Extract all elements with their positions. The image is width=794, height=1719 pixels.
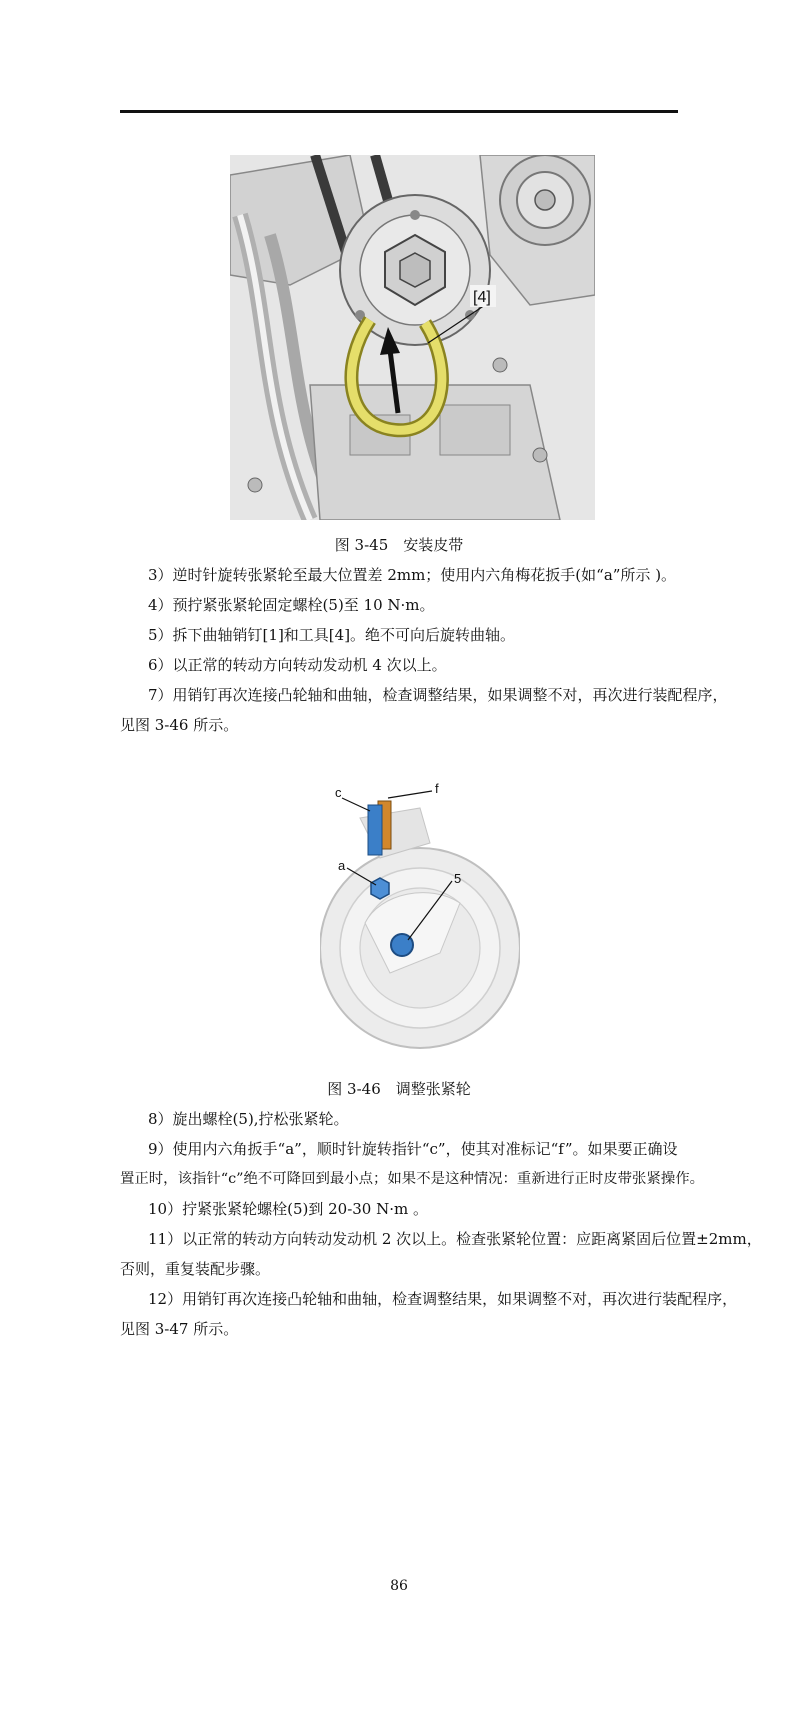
header-rule [120,110,678,113]
step-12-line2: 见图 3-47 所示。 [120,1320,239,1338]
label-f: f [435,781,439,796]
step-6: 6）以正常的转动方向转动发动机 4 次以上。 [148,656,447,674]
figure-3-46-image [320,773,520,1050]
step-10: 10）拧紧张紧轮螺栓(5)到 20-30 N·m 。 [148,1200,428,1218]
label-c: c [335,785,342,800]
steps-block-1 [120,560,728,740]
step-4: 4）预拧紧张紧轮固定螺栓(5)至 10 N·m。 [148,596,435,614]
step-5: 5）拆下曲轴销钉[1]和工具[4]。绝不可向后旋转曲轴。 [148,626,516,644]
step-9-line2: 置正时，该指针“c”绝不可降回到最小点；如果不是这种情况：重新进行正时皮带张紧操作。 [120,1171,705,1187]
figure-3-46-caption: 图 3-46 调整张紧轮 [327,1080,471,1098]
step-12-line1: 12）用销钉再次连接凸轮轴和曲轴，检查调整结果，如果调整不对，再次进行装配程序， [148,1290,738,1308]
step-7-line1: 7）用销钉再次连接凸轮轴和曲轴，检查调整结果，如果调整不对，再次进行装配程序， [148,686,728,704]
step-7-line2: 见图 3-46 所示。 [120,716,239,734]
steps-block-2 [120,1104,762,1344]
step-9-line1: 9）使用内六角扳手“a”，顺时针旋转指针“c”，使其对准标记“f”。如果要正确设 [148,1140,678,1158]
step-8: 8）旋出螺栓(5),拧松张紧轮。 [148,1110,349,1128]
page-number: 86 [390,1578,408,1594]
step-11-line1: 11）以正常的转动方向转动发动机 2 次以上。检查张紧轮位置：应距离紧固后位置±2mm， [148,1230,762,1248]
step-3: 3）逆时针旋转张紧轮至最大位置差 2mm；使用内六角梅花扳手(如“a”所示 )。 [148,566,677,584]
figure-3-45-caption: 图 3-45 安装皮带 [334,536,464,554]
label-a: a [338,858,346,873]
figure-3-45-image [230,155,595,520]
step-11-line2: 否则，重复装配步骤。 [120,1260,271,1278]
callout-4-label: [4] [473,289,491,306]
label-5: 5 [454,871,462,886]
